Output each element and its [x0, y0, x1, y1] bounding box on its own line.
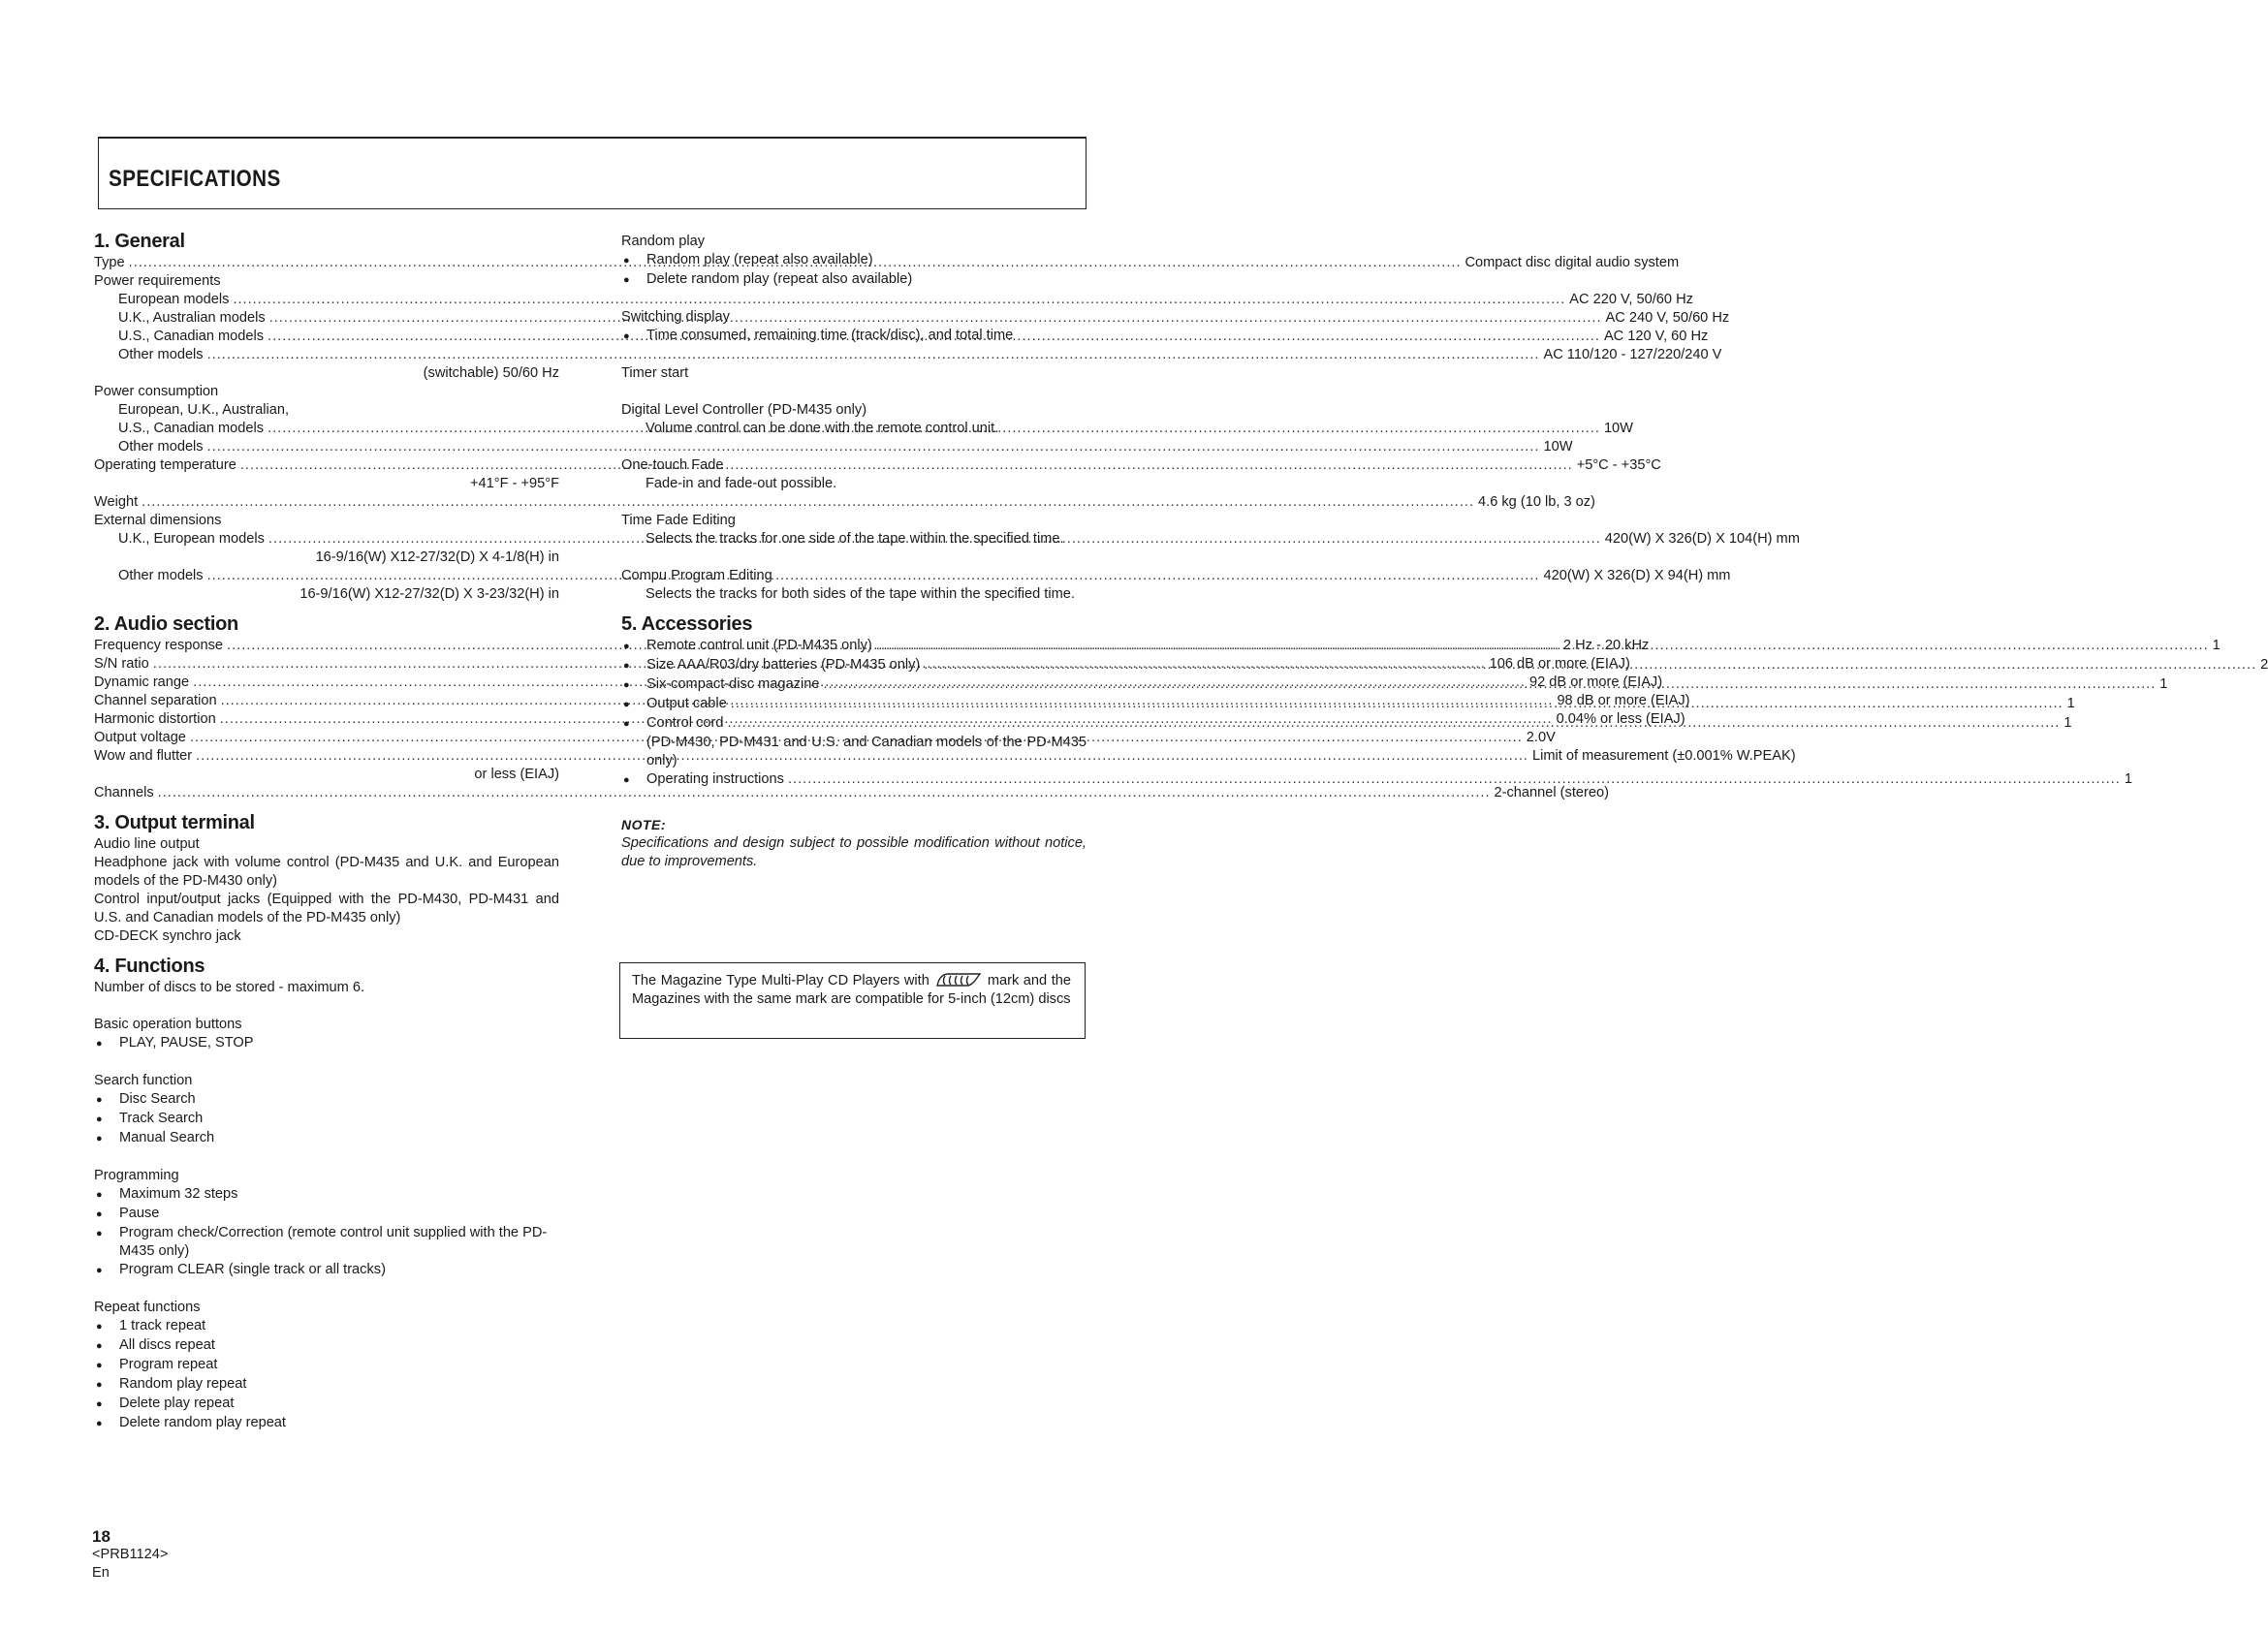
- prog-label: Programming: [94, 1168, 179, 1183]
- section-accessories-heading: 5. Accessories: [621, 613, 753, 635]
- list-item: ● Track Search: [96, 1111, 204, 1126]
- output-line-4: CD-DECK synchro jack: [94, 928, 241, 944]
- list-item: ● Program repeat: [96, 1357, 218, 1372]
- title-box: [98, 137, 1087, 209]
- page-number: 18: [92, 1527, 110, 1546]
- spec-cons-us: U.S., Canadian models ..... 10W: [94, 420, 559, 438]
- list-item: ● Maximum 32 steps: [96, 1186, 238, 1202]
- spec-dim-other: Other models ..... 420(W) X 326(D) X 94(H) mm: [94, 567, 559, 585]
- language-code: En: [92, 1565, 110, 1581]
- cpe-label: Compu Program Editing: [621, 568, 772, 583]
- section-functions-heading: 4. Functions: [94, 956, 205, 977]
- magazine-compat-box: [619, 962, 1086, 1039]
- accessory-item: ● Six-compact-disc magazine ..... 1: [621, 675, 1087, 695]
- spec-separation: Channel separation ..... 98 dB or more (EIAJ): [94, 692, 559, 710]
- spec-op-temp: Operating temperature ..... +5°C - +35°C: [94, 456, 559, 475]
- section-audio-heading: 2. Audio section: [94, 613, 238, 635]
- power-cons-line1: European, U.K., Australian,: [118, 402, 290, 418]
- spec-dim-other-cont: 16-9/16(W) X12-27/32(D) X 3-23/32(H) in: [299, 586, 559, 602]
- list-item: ● Delete random play repeat: [96, 1415, 286, 1430]
- basic-label: Basic operation buttons: [94, 1017, 242, 1032]
- output-line-1: Audio line output: [94, 836, 200, 852]
- list-item: ● Delete play repeat: [96, 1396, 235, 1411]
- dlc-label: Digital Level Controller (PD-M435 only): [621, 402, 867, 418]
- magazine-logo-icon: [933, 971, 984, 988]
- magazine-text-after: mark and the Magazines with the same mark are compatible for 5-inch (12cm) discs: [632, 973, 1071, 1007]
- power-cons-label: Power consumption: [94, 384, 219, 399]
- spec-freq: Frequency response ..... 2 Hz - 20 kHz: [94, 637, 559, 655]
- list-item: ● Delete random play (repeat also available): [623, 271, 913, 287]
- output-line-2: Headphone jack with volume control (PD-M435 and U.K. and European models of the PD-M430 only): [94, 855, 559, 889]
- list-item: ● 1 track repeat: [96, 1318, 206, 1333]
- cpe-text: Selects the tracks for both sides of the tape within the specified time.: [646, 586, 1075, 602]
- list-item: ● Random play (repeat also available): [623, 252, 873, 267]
- spec-power-other: Other models ..... AC 110/120 - 127/220/240 V: [94, 346, 559, 364]
- note-heading: NOTE:: [621, 817, 667, 832]
- spec-power-uk: U.K., Australian models ..... AC 240 V, 50/60 Hz: [94, 309, 559, 328]
- tfe-text: Selects the tracks for one side of the tape within the specified time.: [646, 531, 1064, 547]
- accessory-note: (PD-M430, PD-M431 and U.S. and Canadian models of the PD-M435 only): [646, 735, 1087, 768]
- page-footer: [92, 1527, 168, 1583]
- tfe-label: Time Fade Editing: [621, 513, 736, 528]
- list-item: ● PLAY, PAUSE, STOP: [96, 1035, 254, 1051]
- accessory-item: ● Size AAA/R03/dry batteries (PD-M435 only) ..... 2: [621, 656, 1087, 675]
- dlc-text: Volume control can be done with the remote control unit.: [646, 421, 999, 436]
- spec-weight: Weight ..... 4.6 kg (10 lb, 3 oz): [94, 493, 559, 512]
- note-text: Specifications and design subject to possible modification without notice, due to improvements.: [621, 835, 1087, 869]
- power-req-label: Power requirements: [94, 273, 221, 289]
- spec-power-us: U.S., Canadian models ..... AC 120 V, 60 Hz: [94, 328, 559, 346]
- spec-power-european: European models ..... AC 220 V, 50/60 Hz: [94, 291, 559, 309]
- list-item: ● Time consumed, remaining time (track/disc), and total time: [623, 328, 1014, 343]
- fade-label: One-touch Fade: [621, 457, 724, 473]
- fade-text: Fade-in and fade-out possible.: [646, 476, 837, 491]
- list-item: ● Pause: [96, 1206, 160, 1221]
- spec-op-temp-cont: +41°F - +95°F: [470, 476, 559, 491]
- functions-discs: Number of discs to be stored - maximum 6.: [94, 980, 364, 995]
- timer-label: Timer start: [621, 365, 689, 381]
- switch-label: Switching display: [621, 309, 730, 325]
- spec-channels: Channels ..... 2-channel (stereo): [94, 784, 559, 802]
- section-general-heading: 1. General: [94, 231, 185, 252]
- list-item: ● Program CLEAR (single track or all tracks): [96, 1262, 386, 1277]
- accessory-item: ● Remote control unit (PD-M435 only) ..... 1: [621, 637, 1087, 656]
- list-item: ● Disc Search: [96, 1091, 196, 1107]
- spec-type: Type ..... Compact disc digital audio system: [94, 254, 559, 272]
- spec-harmonic: Harmonic distortion ..... 0.04% or less (EIAJ): [94, 710, 559, 729]
- spec-power-other-cont: (switchable) 50/60 Hz: [423, 365, 559, 381]
- spec-dim-uk-cont: 16-9/16(W) X12-27/32(D) X 4-1/8(H) in: [315, 549, 559, 565]
- list-item: ● Manual Search: [96, 1130, 215, 1145]
- spec-sn: S/N ratio ..... 106 dB or more (EIAJ): [94, 655, 559, 674]
- spec-cons-other: Other models ..... 10W: [94, 438, 559, 456]
- page-title: SPECIFICATIONS: [109, 166, 281, 192]
- spec-dim-uk: U.K., European models ..... 420(W) X 326(D) X 104(H) mm: [94, 530, 559, 549]
- spec-dynamic: Dynamic range ..... 92 dB or more (EIAJ): [94, 674, 559, 692]
- search-label: Search function: [94, 1073, 193, 1088]
- list-item: ● Program check/Correction (remote control unit supplied with the PD-M435 only): [96, 1225, 548, 1259]
- accessory-item: ● Operating instructions ..... 1: [621, 770, 1087, 790]
- spec-wow: Wow and flutter ..... Limit of measurement (±0.001% W.PEAK): [94, 747, 559, 766]
- section-output-heading: 3. Output terminal: [94, 812, 255, 833]
- list-item: ● Random play repeat: [96, 1376, 247, 1392]
- accessory-item: ● Control cord ..... 1: [621, 714, 1087, 734]
- magazine-text-before: The Magazine Type Multi-Play CD Players with: [632, 973, 929, 988]
- accessory-item: ● Output cable ..... 1: [621, 695, 1087, 714]
- repeat-label: Repeat functions: [94, 1300, 201, 1315]
- ext-dim-label: External dimensions: [94, 513, 222, 528]
- list-item: ● All discs repeat: [96, 1337, 215, 1353]
- spec-wow-cont: or less (EIAJ): [474, 767, 559, 782]
- spec-output-voltage: Output voltage ..... 2.0V: [94, 729, 559, 747]
- output-line-3: Control input/output jacks (Equipped with the PD-M430, PD-M431 and U.S. and Canadian models of the PD-M435 only): [94, 892, 559, 925]
- doc-code: <PRB1124>: [92, 1547, 169, 1562]
- random-label: Random play: [621, 234, 705, 249]
